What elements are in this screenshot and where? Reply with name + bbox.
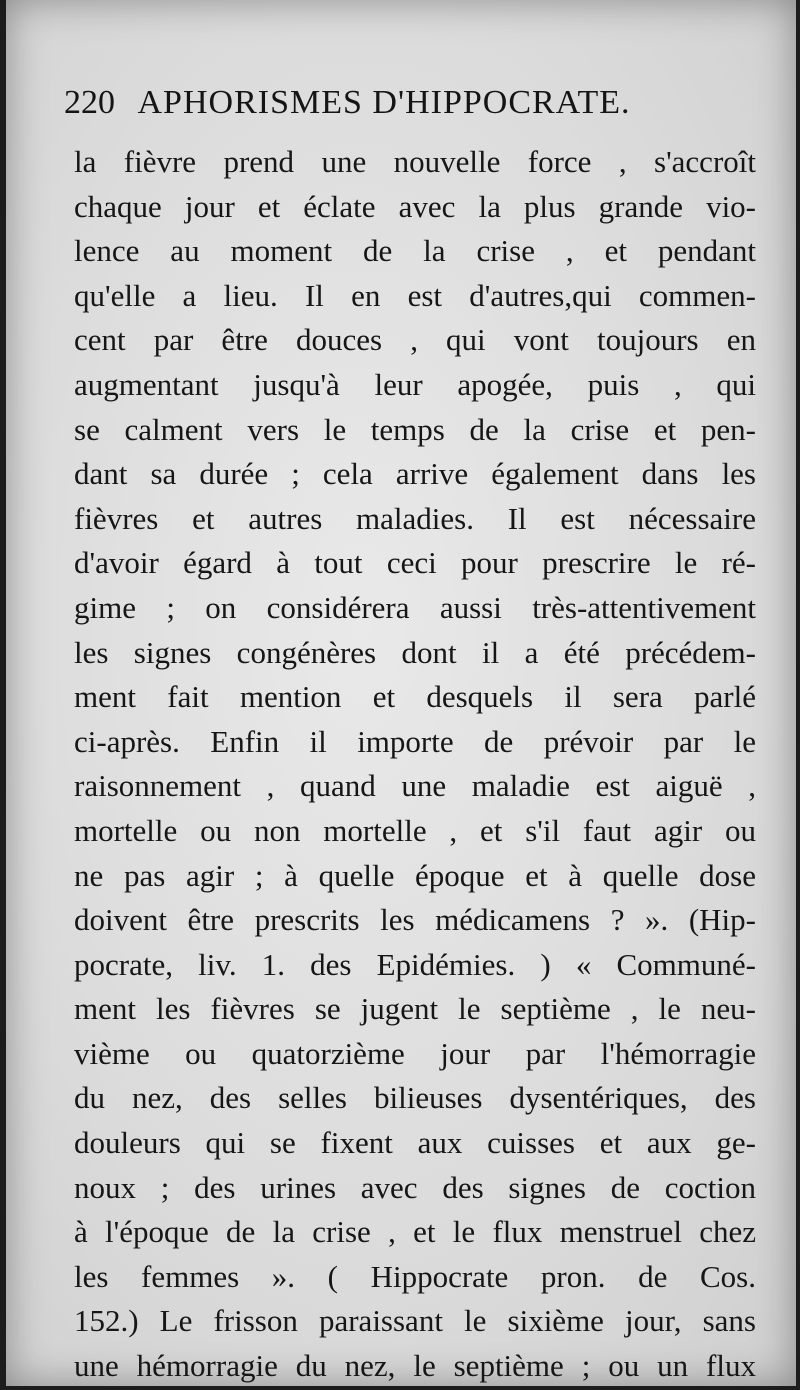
text-line: lence au moment de la crise , et pendant <box>74 233 756 269</box>
text-line: noux ; des urines avec des signes de coction <box>74 1169 756 1205</box>
text-line: fièvres et autres maladies. Il est nécessaire <box>74 500 756 536</box>
text-line: vième ou quatorzième jour par l'hémorragie <box>74 1035 756 1071</box>
text-line: d'avoir égard à tout ceci pour prescrire le ré- <box>74 545 756 581</box>
text-line: 152.) Le frisson paraissant le sixième jour, sans <box>74 1303 756 1339</box>
text-line: du nez, des selles bilieuses dysentériques, des <box>74 1080 756 1116</box>
text-line: douleurs qui se fixent aux cuisses et aux ge- <box>74 1125 756 1161</box>
text-line: raisonnement , quand une maladie est aiguë , <box>74 768 756 804</box>
text-line: pocrate, liv. 1. des Epidémies. ) « Communé- <box>74 946 756 982</box>
text-line: dant sa durée ; cela arrive également dans les <box>74 456 756 492</box>
text-line: les signes congénères dont il a été précédem- <box>74 634 756 670</box>
text-line: gime ; on considérera aussi très-attentivement <box>74 589 756 625</box>
running-title: APHORISMES D'HIPPOCRATE. <box>137 84 631 121</box>
text-line: ment les fièvres se jugent le septième , le neu- <box>74 991 756 1027</box>
text-line: une hémorragie du nez, le septième ; ou un flux <box>74 1348 756 1384</box>
text-line: cent par être douces , qui vont toujours en <box>74 322 756 358</box>
text-line: qu'elle a lieu. Il en est d'autres,qui commen- <box>74 277 756 313</box>
text-line: ne pas agir ; à quelle époque et à quelle dose <box>74 857 756 893</box>
text-line: ment fait mention et desquels il sera parlé <box>74 679 756 715</box>
text-line: augmentant jusqu'à leur apogée, puis , qui <box>74 366 756 402</box>
text-line: se calment vers le temps de la crise et pen- <box>74 411 756 447</box>
text-line: mortelle ou non mortelle , et s'il faut agir ou <box>74 812 756 848</box>
text-line: à l'époque de la crise , et le flux menstruel chez <box>74 1214 756 1250</box>
text-line: chaque jour et éclate avec la plus grande vio- <box>74 188 756 224</box>
running-header <box>64 84 764 130</box>
book-page <box>6 0 796 1386</box>
text-line: doivent être prescrits les médicamens ? ». (Hip- <box>74 902 756 938</box>
page-number: 220 <box>64 84 115 121</box>
text-line: les femmes ». ( Hippocrate pron. de Cos. <box>74 1258 756 1294</box>
text-line: la fièvre prend une nouvelle force , s'accroît <box>74 144 756 179</box>
text-line: ci-après. Enfin il importe de prévoir par le <box>74 723 756 759</box>
body-text <box>74 140 756 1386</box>
